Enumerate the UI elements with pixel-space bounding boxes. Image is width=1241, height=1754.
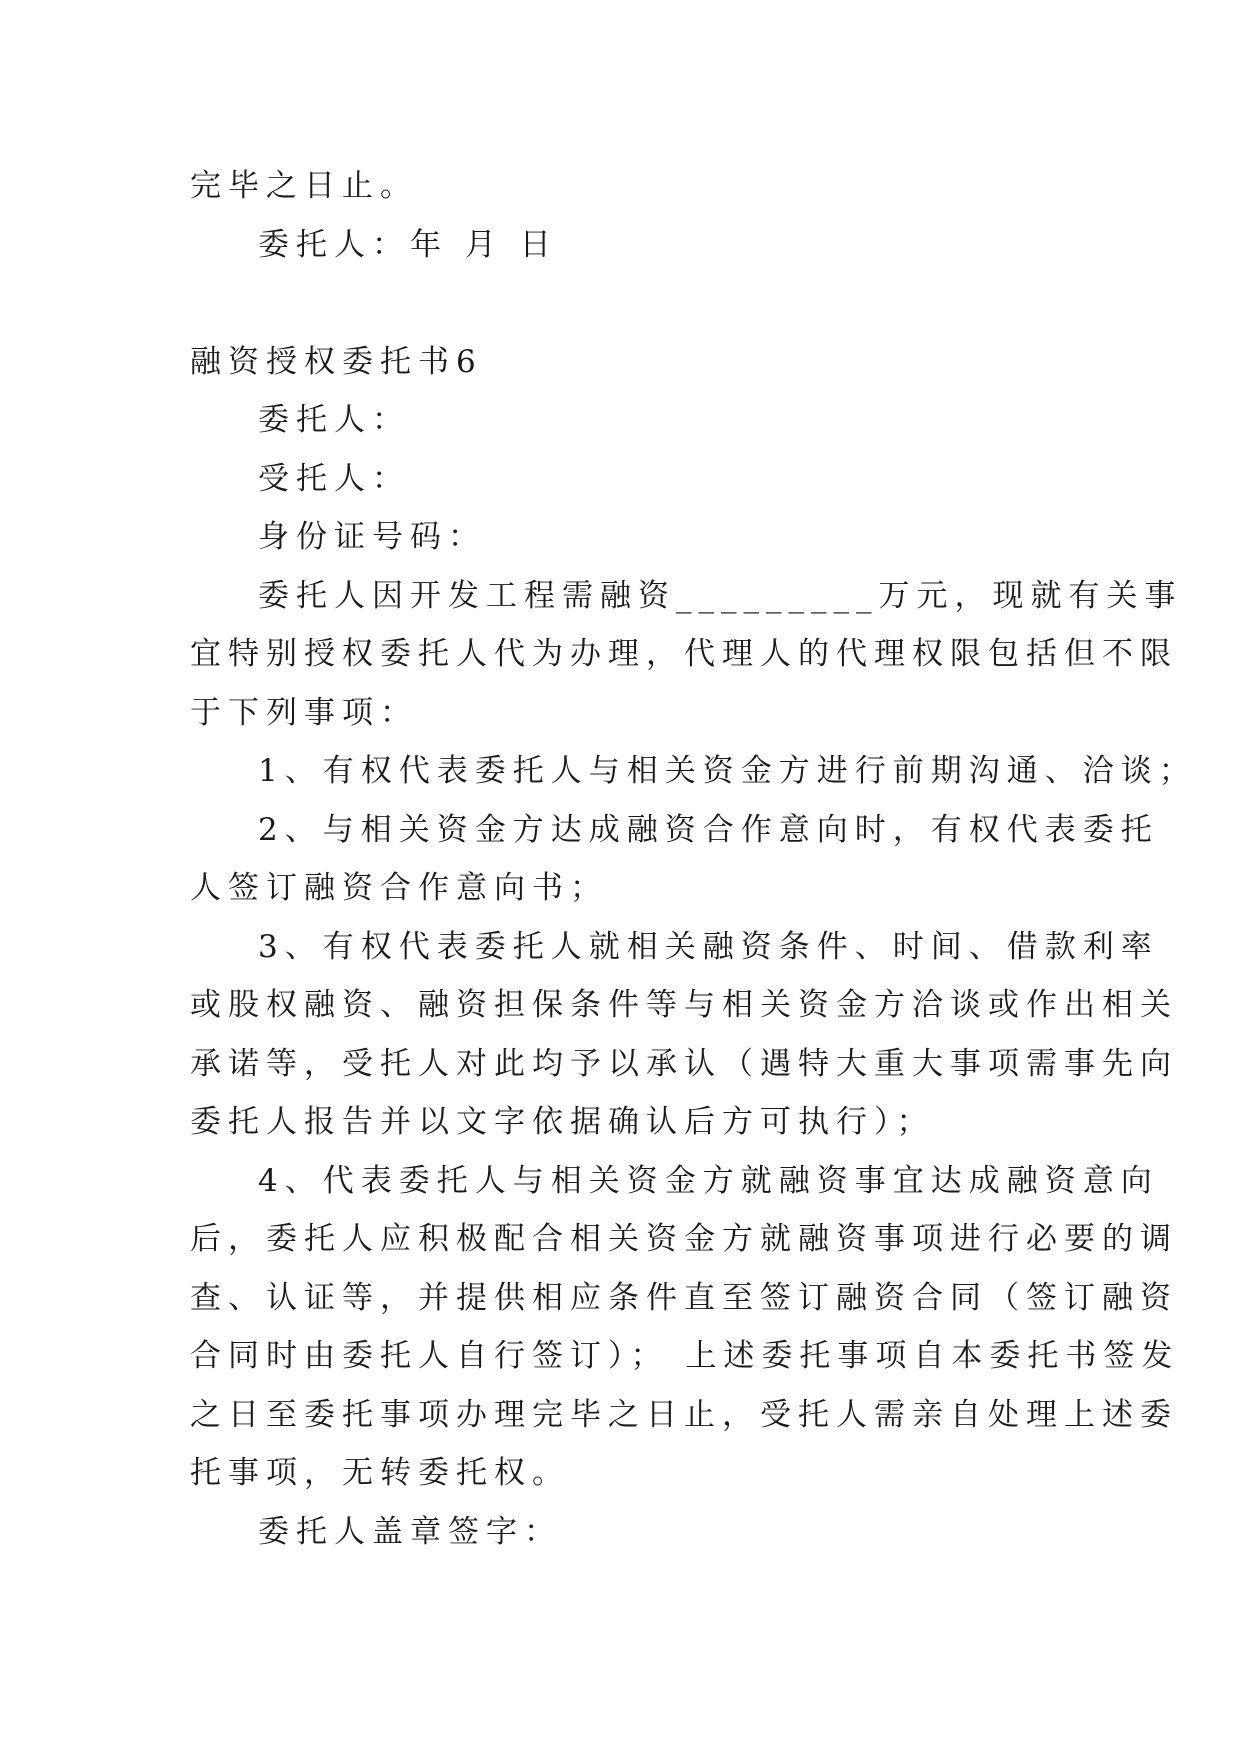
principal-field: 委托人： — [258, 402, 410, 438]
list-item-3: 3、有权代表委托人就相关融资条件、时间、借款利率 — [258, 929, 1159, 965]
agent-field: 受托人： — [258, 461, 410, 497]
paragraph-line: 委托人因开发工程需融资_________万元，现就有关事 — [258, 578, 1183, 614]
list-item-4-cont: 查、认证等，并提供相应条件直至签订融资合同（签订融资 — [190, 1280, 1178, 1316]
list-item-3-cont: 或股权融资、融资担保条件等与相关资金方洽谈或作出相关 — [190, 987, 1178, 1023]
signature-date-line: 委托人：年 月 日 — [258, 227, 558, 263]
list-item-2: 2、与相关资金方达成融资合作意向时，有权代表委托 — [258, 812, 1159, 848]
text-line: 完毕之日止。 — [190, 168, 418, 204]
seal-signature-line: 委托人盖章签字： — [258, 1514, 562, 1550]
list-item-4: 4、代表委托人与相关资金方就融资事宜达成融资意向 — [258, 1163, 1159, 1199]
section-title: 融资授权委托书6 — [190, 344, 483, 380]
paragraph-line: 于下列事项： — [190, 695, 418, 731]
list-item-4-cont: 后，委托人应积极配合相关资金方就融资事项进行必要的调 — [190, 1221, 1178, 1257]
id-number-field: 身份证号码： — [258, 519, 486, 555]
list-item-1: 1、有权代表委托人与相关资金方进行前期沟通、洽谈； — [258, 753, 1197, 789]
list-item-3-cont: 承诺等，受托人对此均予以承认（遇特大重大事项需事先向 — [190, 1046, 1178, 1082]
list-item-2-cont: 人签订融资合作意向书； — [190, 870, 608, 906]
paragraph-line: 宜特别授权委托人代为办理，代理人的代理权限包括但不限 — [190, 636, 1178, 672]
list-item-3-cont: 委托人报告并以文字依据确认后方可执行）； — [190, 1104, 935, 1140]
list-item-4-cont: 托事项，无转委托权。 — [190, 1455, 570, 1491]
list-item-4-cont: 合同时由委托人自行签订）； 上述委托事项自本委托书签发 — [190, 1338, 1180, 1374]
list-item-4-cont: 之日至委托事项办理完毕之日止，受托人需亲自处理上述委 — [190, 1397, 1178, 1433]
